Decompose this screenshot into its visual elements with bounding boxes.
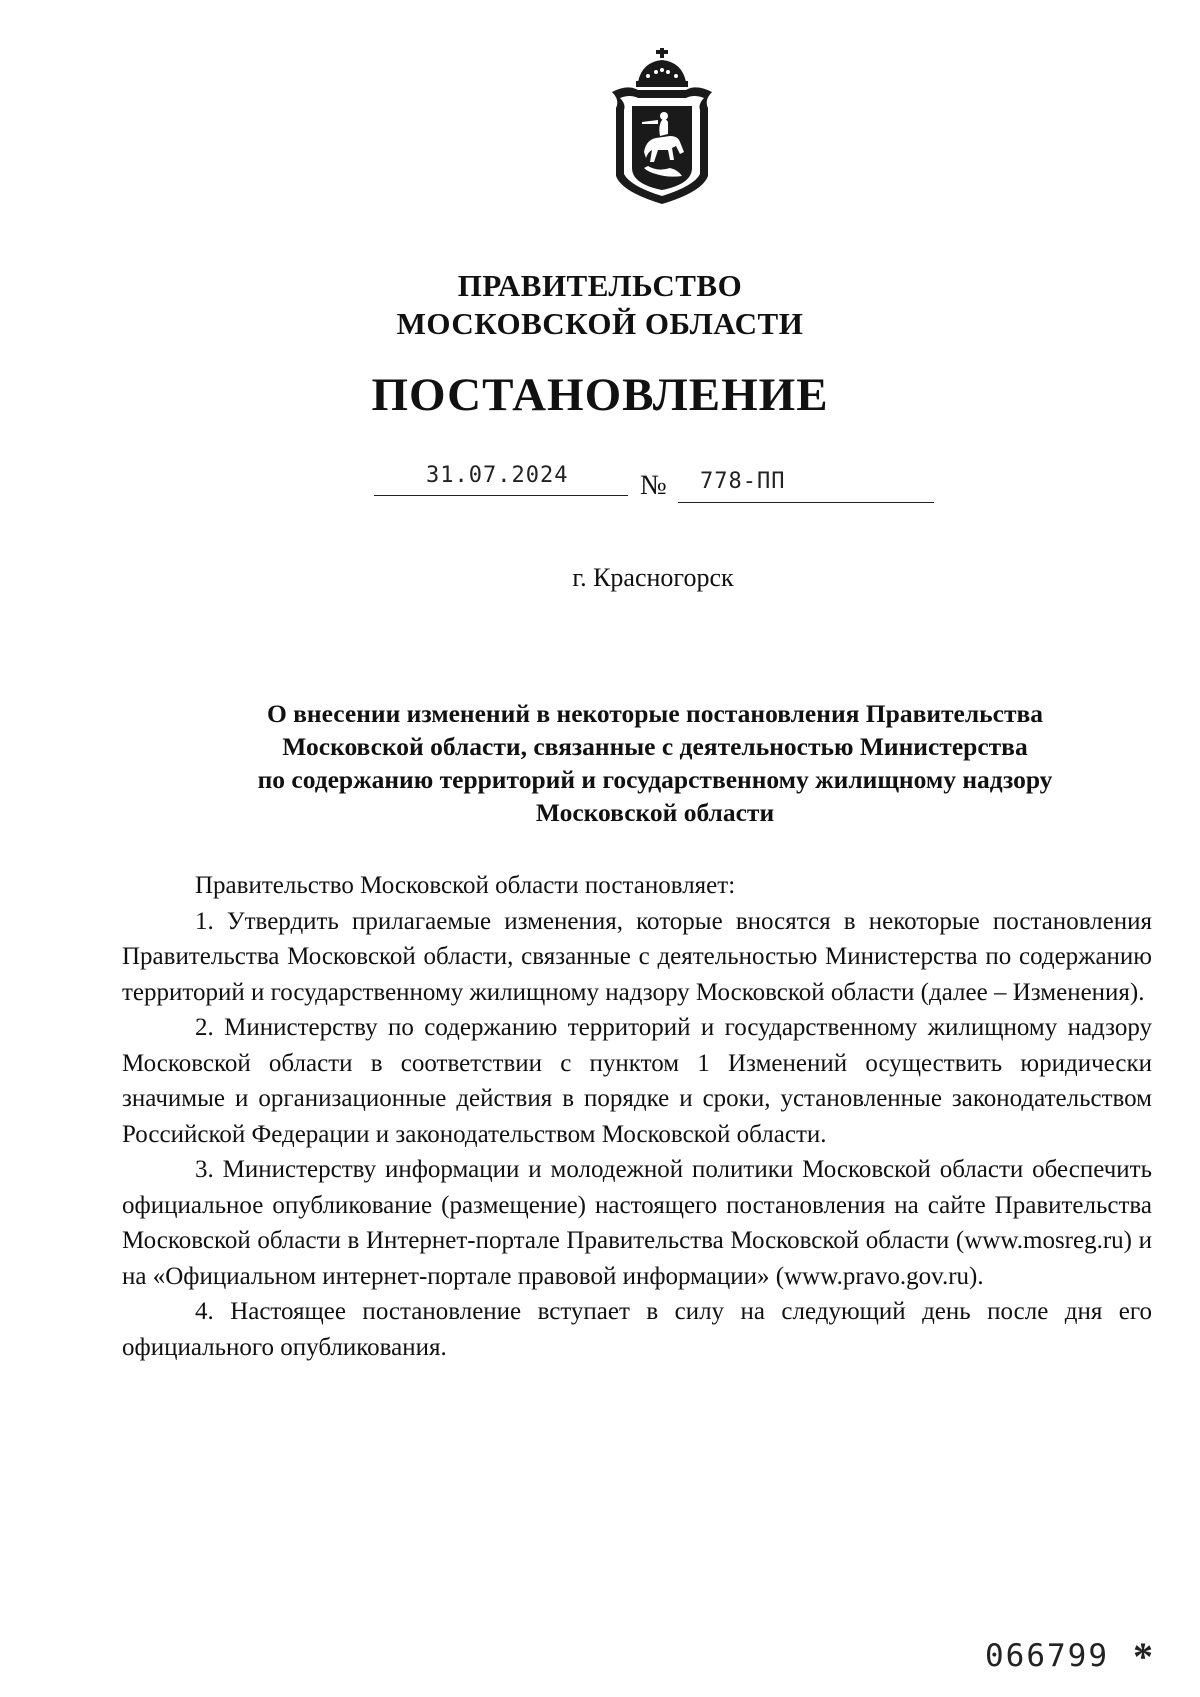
organization-line-1: ПРАВИТЕЛЬСТВО (457, 268, 743, 303)
document-body (122, 868, 1152, 1365)
date-underline (374, 495, 628, 496)
organization-line-2: МОСКОВСКОЙ ОБЛАСТИ (396, 306, 804, 341)
serial-mark: * (1133, 1634, 1153, 1679)
body-paragraph: 4. Настоящее постановление вступает в силу на следующий день после дня его официального опубликования. (122, 1298, 1152, 1361)
document-number: 778-ПП (700, 469, 786, 494)
document-city: г. Красногорск (572, 563, 734, 592)
document-title (215, 697, 1095, 829)
number-underline (678, 502, 934, 503)
coat-of-arms-icon (598, 48, 726, 208)
document-date: 31.07.2024 (426, 463, 569, 488)
title-line: Московской области (535, 798, 775, 827)
body-paragraph: Правительство Московской области постановляет: (195, 872, 736, 899)
body-paragraph: 1. Утвердить прилагаемые изменения, которые вносятся в некоторые постановления Правительства Московской области, связанные с деятельностью Министерства по содержанию территорий и государственному жилищному надзору Московской области (далее – Изменения). (122, 907, 1152, 1006)
title-line: по содержанию территорий и государственному жилищному надзору (257, 765, 1053, 794)
document-type-title: ПОСТАНОВЛЕНИЕ (371, 369, 829, 421)
title-line: О внесении изменений в некоторые постановления Правительства (266, 699, 1044, 728)
serial-number: 066799 (985, 1638, 1109, 1674)
number-sign: № (640, 470, 667, 501)
title-line: Московской области, связанные с деятельностью Министерства (282, 732, 1028, 761)
body-paragraph: 3. Министерству информации и молодежной политики Московской области обеспечить официальное опубликование (размещение) настоящего постановления на сайте Правительства Московской области в Интернет-портале Правительства Московской области (www.mosreg.ru) и на «Официальном интернет-портале правовой информации» (www.pravo.gov.ru). (122, 1156, 1152, 1290)
body-paragraph: 2. Министерству по содержанию территорий и государственному жилищному надзору Московской области в соответствии с пунктом 1 Изменений осуществить юридически значимые и организационные действия в порядке и сроки, установленные законодательством Российской Федерации и законодательством Московской области. (122, 1014, 1152, 1148)
